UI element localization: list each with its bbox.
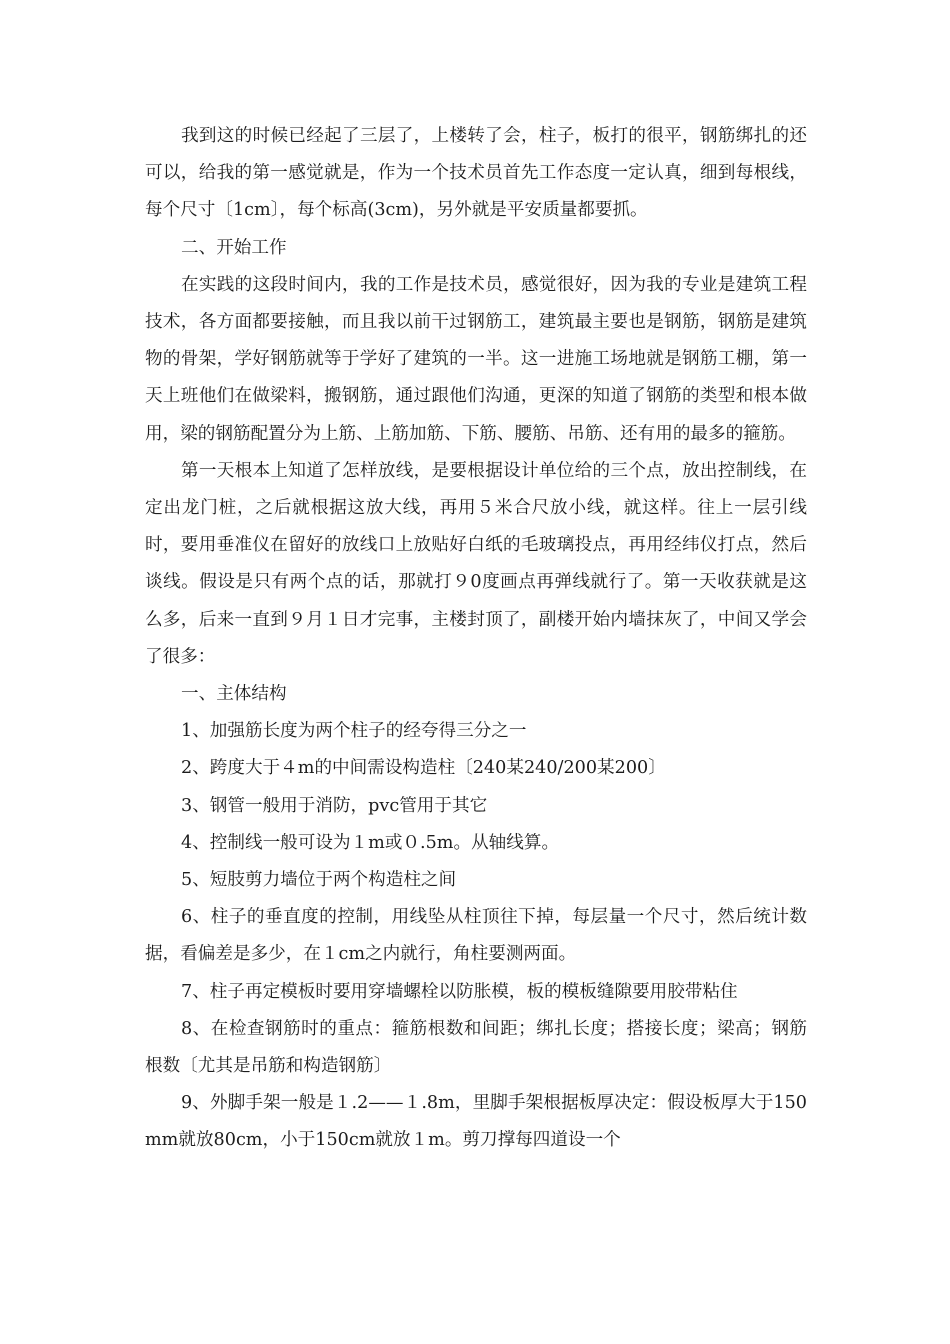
document-body (145, 118, 807, 1160)
section-heading-main-structure: 一、主体结构 (181, 684, 287, 705)
list-item-1: 1、加强筋长度为两个柱子的经夸得三分之一 (181, 721, 527, 742)
section-heading-start-work: 二、开始工作 (181, 237, 287, 258)
paragraph-layout-lines: 第一天根本上知道了怎样放线，是要根据设计单位给的三个点，放出控制线，在定出龙门桩，之后就根据这放大线，再用５米合尺放小线，就这样。往上一层引线时，要用垂准仪在留好的放线口上放贴好白纸的毛玻璃投点，再用经纬仪打点，然后谈线。假设是只有两个点的话，那就打９0度画点再弹线就行了。第一天收获就是这么多，后来一直到９月１日才完事，主楼封顶了，副楼开始内墙抹灰了，中间又学会了很多： (145, 460, 807, 667)
list-item-9: 9、外脚手架一般是１.2——１.8m，里脚手架根据板厚决定：假设板厚大于150mm就放80cm，小于150cm就放１m。剪刀撑每四道设一个 (145, 1093, 807, 1151)
list-item-7: 7、柱子再定模板时要用穿墙螺栓以防胀模，板的模板缝隙要用胶带粘住 (181, 981, 738, 1002)
list-item-6: 6、柱子的垂直度的控制，用线坠从柱顶往下掉，每层量一个尺寸，然后统计数据，看偏差是多少，在１cm之内就行，角柱要测两面。 (145, 907, 807, 965)
list-item-2: 2、跨度大于４m的中间需设构造柱〔240某240/200某200〕 (181, 758, 666, 779)
list-item-5: 5、短肢剪力墙位于两个构造柱之间 (181, 870, 457, 891)
paragraph-first-impression: 我到这的时候已经起了三层了，上楼转了会，柱子，板打的很平，钢筋绑扎的还可以，给我的第一感觉就是，作为一个技术员首先工作态度一定认真，细到每根线，每个尺寸〔1cm〕，每个标高(3cm)，另外就是平安质量都要抓。 (145, 126, 807, 221)
list-item-8: 8、在检查钢筋时的重点：箍筋根数和间距；绑扎长度；搭接长度；梁高；钢筋根数〔尤其是吊筋和构造钢筋〕 (145, 1018, 807, 1077)
list-item-4: 4、控制线一般可设为１m或０.5m。从轴线算。 (181, 832, 560, 853)
paragraph-technician-work: 在实践的这段时间内，我的工作是技术员，感觉很好，因为我的专业是建筑工程技术，各方面都要接触，而且我以前干过钢筋工，建筑最主要也是钢筋，钢筋是建筑物的骨架，学好钢筋就等于学好了建筑的一半。这一进施工场地就是钢筋工棚，第一天上班他们在做梁料，搬钢筋，通过跟他们沟通，更深的知道了钢筋的类型和根本做用，梁的钢筋配置分为上筋、上筋加筋、下筋、腰筋、吊筋、还有用的最多的箍筋。 (145, 274, 807, 444)
list-item-3: 3、钢管一般用于消防，pvc管用于其它 (181, 795, 488, 816)
